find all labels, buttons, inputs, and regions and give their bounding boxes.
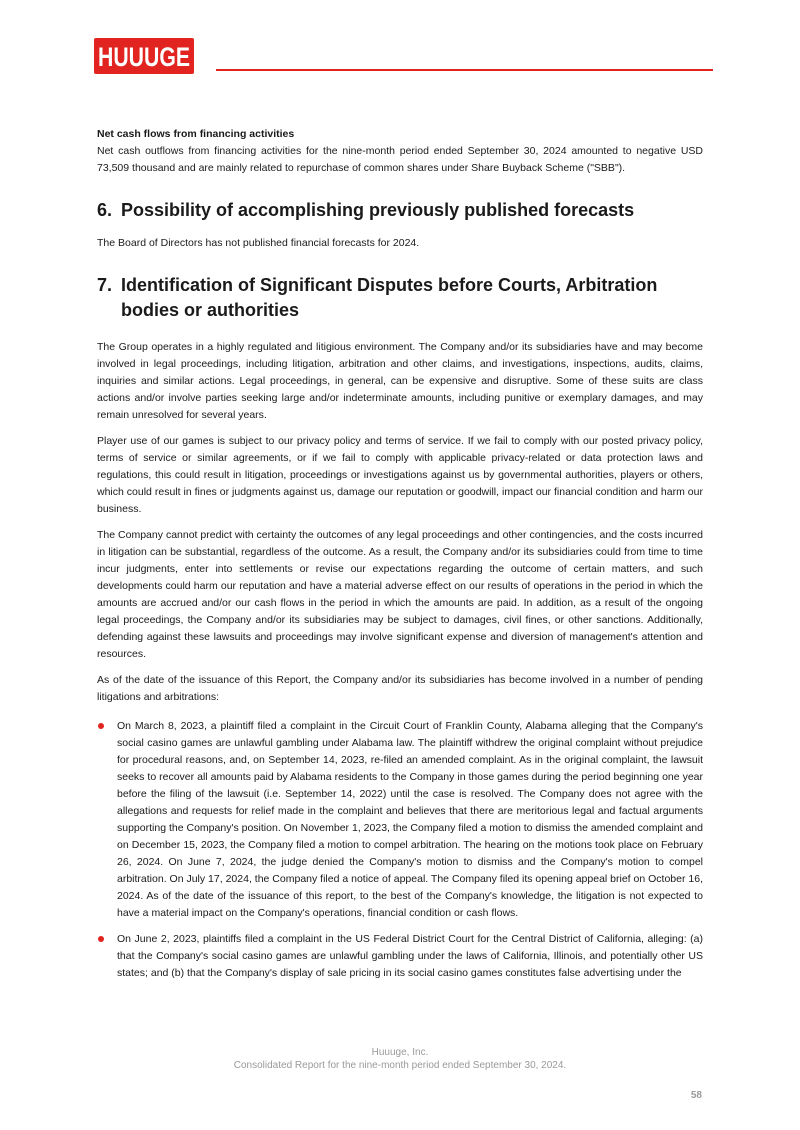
section-6-heading [97, 198, 703, 223]
header-divider [216, 69, 713, 71]
litigation-list [97, 718, 703, 982]
section-7-title: Identification of Significant Disputes before Courts, Arbitration bodies or authorities [121, 275, 658, 320]
financing-heading: Net cash flows from financing activities [97, 128, 295, 140]
section-7-paragraph: As of the date of the issuance of this Report, the Company and/or its subsidiaries has become involved in a number of pending litigations and arbitrations: [97, 674, 703, 703]
list-item-text: On March 8, 2023, a plaintiff filed a complaint in the Circuit Court of Franklin County, Alabama alleging that the Company's social casino games are unlawful gambling under Alabama law. The plaintiff withdrew the original complaint without prejudice for procedural reasons, and, on September 14, 2023, re-filed an amended complaint. As in the original complaint, the lawsuit seeks to recover all amounts paid by Alabama residents to the Company in those games during the period beginning one year before the filing of the lawsuit (i.e. September 14, 2022) until the case is resolved. The Company does not agree with the allegations and requests for relief made in the complaint and believes that there are meritorious legal and factual arguments supporting the Company's position. On November 1, 2023, the Company filed a motion to dismiss the amended complaint and on December 15, 2023, the Company filed a motion to compel arbitration. The hearing on the motions took place on February 26, 2024. On June 7, 2024, the judge denied the Company's motion to dismiss and the Company's motion to compel arbitration. On July 17, 2024, the Company filed a notice of appeal. The Company filed its opening appeal brief on October 16, 2024. As of the date of the issuance of this report, to the best of the Company's knowledge, the litigation is not expected to have a material impact on the Company's operations, financial condition or cash flows. [117, 720, 703, 919]
list-item [97, 718, 703, 922]
document-body [97, 126, 703, 991]
bullet-icon [98, 723, 104, 729]
section-7-paragraph: The Company cannot predict with certainty the outcomes of any legal proceedings and other contingencies, and the costs incurred in litigation can be substantial, regardless of the outcome. As a result, the Company and/or its subsidiaries could from time to time incur judgments, enter into settlements or revise our expectations regarding the outcome of certain matters, and such developments could harm our reputation and have a material adverse effect on our results of operations in the period in which the amounts are accrued and/or our cash flows in the period in which the amounts are paid. In addition, as a result of the ongoing legal proceedings, the Company and/or its subsidiaries may be subject to damages, civil fines, or other sanctions. Additionally, defending against these lawsuits and proceedings may involve significant expense and diversion of management's attention and resources. [97, 529, 703, 660]
section-6-text: The Board of Directors has not published financial forecasts for 2024. [97, 237, 420, 249]
list-item [97, 931, 703, 982]
financing-text: Net cash outflows from financing activities for the nine-month period ended September 30, 2024 amounted to negative USD 73,509 thousand and are mainly related to repurchase of common shares under Share Buyback Scheme ("SBB"). [97, 145, 703, 174]
section-6-number: 6. [97, 200, 113, 220]
page-header [0, 0, 800, 80]
svg-text:HUUUGE: HUUUGE [98, 42, 190, 72]
section-7-heading [97, 273, 703, 323]
section-7-paragraph: The Group operates in a highly regulated and litigious environment. The Company and/or its subsidiaries have and may become involved in legal proceedings, including litigation, arbitration and other claims, and investigations, inspections, audits, claims, inquiries and similar actions. Legal proceedings, in general, can be expensive and disruptive. Some of these suits are class actions and/or involve parties seeking large and/or indeterminate amounts, including punitive or exemplary damages, and may remain unresolved for several years. [97, 341, 703, 421]
section-7-number: 7. [97, 275, 113, 295]
page-number: 58 [690, 1090, 702, 1101]
bullet-icon [98, 936, 104, 942]
section-7-paragraph: Player use of our games is subject to our privacy policy and terms of service. If we fail to comply with our posted privacy policy, terms of service or similar agreements, or if we fail to comply with applicable privacy-related or data protection laws and regulations, this could result in litigation, proceedings or investigations against us by governmental authorities, players or others, which could result in fines or judgments against us, damage our reputation or goodwill, impact our financial condition and harm our business. [97, 435, 703, 515]
section-6-title: Possibility of accomplishing previously published forecasts [121, 200, 635, 220]
footer-report: Consolidated Report for the nine-month period ended September 30, 2024. [233, 1060, 567, 1071]
list-item-text: On June 2, 2023, plaintiffs filed a complaint in the US Federal District Court for the Central District of California, alleging: (a) that the Company's social casino games are unlawful gambling under the laws of California, Illinois, and potentially other US states; and (b) that the Company's display of sale pricing in its social casino games constitutes false advertising under the [117, 933, 703, 979]
huuuge-logo [94, 38, 194, 74]
footer-company: Huuuge, Inc. [371, 1047, 429, 1058]
page-footer [0, 1046, 800, 1072]
